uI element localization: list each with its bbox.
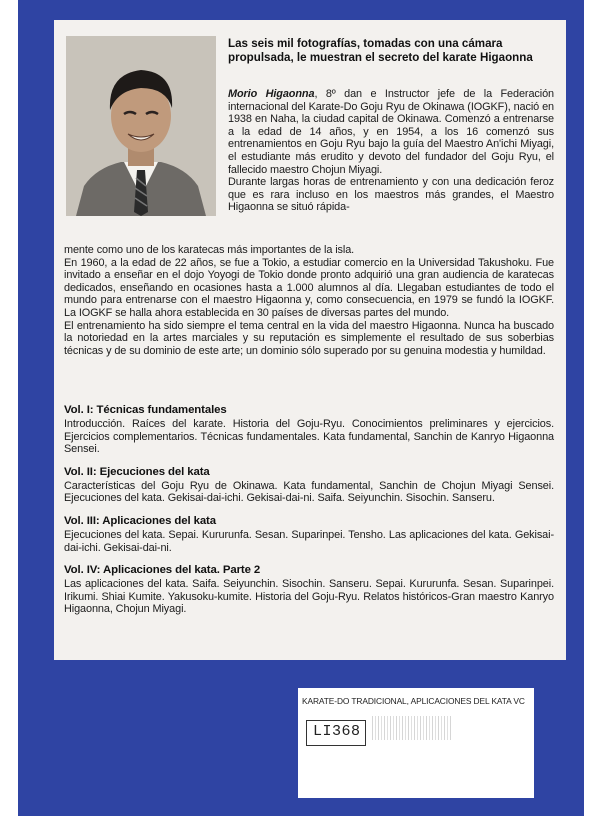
volume-1: [64, 404, 554, 456]
volume-contents: Las aplicaciones del kata. Saifa. Seiyunchin. Sisochin. Sanseru. Sepai. Kururunfa. Sesan. Suparinpei. Irikumi. Shiai Kumite. Yakusoku-kumite. Historia del Goju-Ryu. Relatos históricos-Gran maestro Kanryo Higaonna, Chojun Miyagi.: [64, 578, 554, 616]
volume-title: Vol. IV: Aplicaciones del kata. Parte 2: [64, 564, 261, 577]
volume-2: [64, 466, 554, 505]
volume-title: Vol. III: Aplicaciones del kata: [64, 514, 216, 527]
bio-intro-text: , 8º dan e Instructor jefe de la Federación internacional del Karate-Do Goju Ryu de Okinawa (IOGKF), nació en 1938 en Naha, la ciudad capital de Okinawa. Comenzó a entrenarse a la edad de 14 años, y en 1954, a los 16 comenzó sus entrenamientos en Goju Ryu bajo la guía del Maestro An'ichi Miyagi, el estudiante más erudito y devoto del fundador del Goju Ryu, el fallecido maestro Chojun Miyagi.: [228, 88, 554, 176]
library-label: [298, 688, 534, 798]
bio-paragraph-3: En 1960, a la edad de 22 años, se fue a Tokio, a estudiar comercio en la Universidad Takushoku. Fue invitado a enseñar en el dojo Yoyogi de Tokio donde pronto adquirió una gran audiencia de karatecas dedicados, enseñando en ocasiones hasta a 1.000 alumnos al día. Llegaban estudiantes de todo el mundo para entrenarse con el maestro Higaonna y, como consecuencia, en 1979 se fundó la IOGKF. La IOGKF se halla ahora establecida en 30 países de diversas partes del mundo.: [64, 256, 554, 319]
author-portrait-illustration: [66, 36, 216, 216]
volume-title: Vol. II: Ejecuciones del kata: [64, 465, 210, 478]
catalog-code: LI368: [313, 723, 361, 740]
bio-paragraph-2-start: Durante largas horas de entrenamiento y con una dedicación feroz que es rara incluso en los maestros más grandes, el Maestro Higaonna se situó rápida-: [228, 176, 554, 214]
volume-contents: Introducción. Raíces del karate. Historia del Goju-Ryu. Conocimientos preliminares y ejercicios. Ejercicios complementarios. Técnicas fundamentales. Kata fundamental, Sanchin de Kanryo Higaonna Sensei.: [64, 418, 554, 456]
volume-3: [64, 515, 554, 554]
author-bio: [228, 88, 554, 214]
author-name: Morio Higaonna: [228, 88, 315, 100]
volume-list: [64, 404, 554, 626]
label-book-title: KARATE-DO TRADICIONAL, APLICACIONES DEL KATA VC: [302, 696, 525, 706]
volume-4: [64, 564, 554, 616]
bio-intro: [228, 88, 554, 176]
bio-paragraph-2-end: mente como uno de los karatecas más importantes de la isla.: [64, 244, 355, 256]
author-photo: [66, 36, 216, 216]
bio-paragraph-4: El entrenamiento ha sido siempre el tema central en la vida del maestro Higaonna. Nunca ha buscado la notoriedad en la artes marciales y su reputación es simplemente el resultado de sus soberbias técnicas y de su dominio de este arte; un dominio sólo superado por su genuina modestia y humildad.: [64, 319, 554, 357]
author-bio-continued: [64, 244, 554, 357]
faded-barcode: [372, 716, 452, 740]
cover-headline: Las seis mil fotografías, tomadas con una cámara propulsada, le muestran el secreto del karate Higaonna: [228, 37, 533, 64]
volume-contents: Características del Goju Ryu de Okinawa. Kata fundamental, Sanchin de Chojun Miyagi Sensei. Ejecuciones del kata. Gekisai-dai-ichi. Gekisai-dai-ni. Saifa. Seiyunchin. Sisochin. Sanseru.: [64, 479, 554, 505]
volume-contents: Ejecuciones del kata. Sepai. Kururunfa. Sesan. Suparinpei. Tensho. Las aplicaciones del kata. Gekisai-dai-ichi. Gekisai-dai-ni.: [64, 528, 554, 554]
volume-title: Vol. I: Técnicas fundamentales: [64, 404, 227, 416]
